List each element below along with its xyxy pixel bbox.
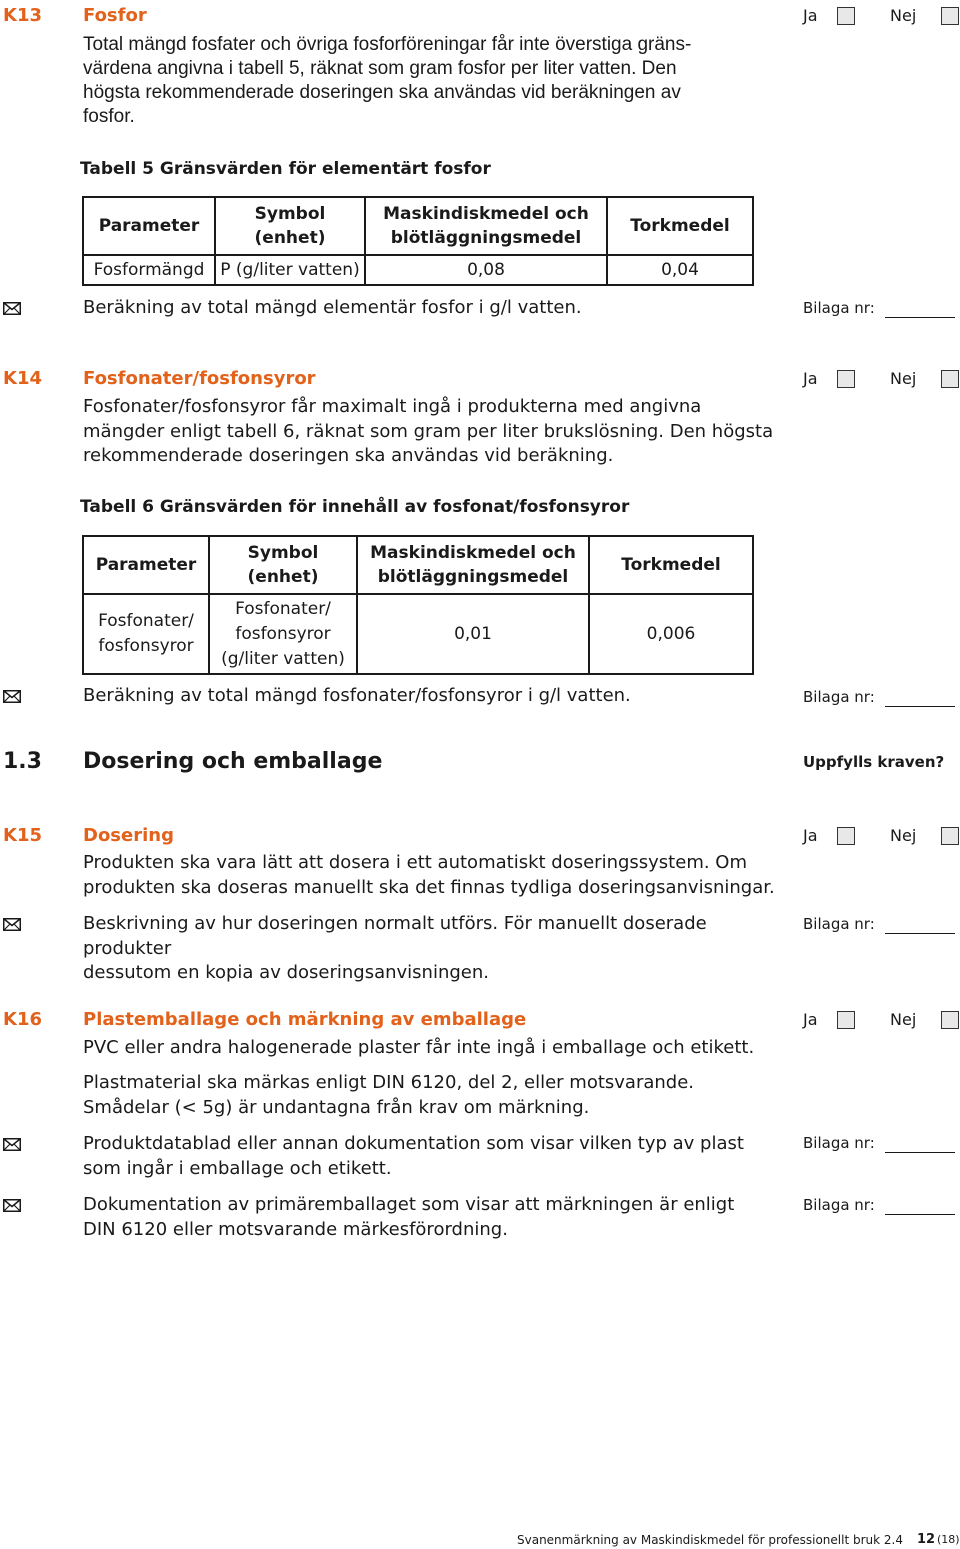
k15-nej-label: Nej bbox=[890, 826, 917, 845]
k15-ja-label: Ja bbox=[803, 826, 818, 845]
k13-th-symbol: Symbol (enhet) bbox=[215, 197, 365, 255]
k14-bilaga-field[interactable] bbox=[885, 689, 955, 707]
k15-doc: Beskrivning av hur doseringen normalt utförs. För manuellt doserade produkter dessutom en kopia av doseringsanvisningen. bbox=[83, 913, 707, 983]
k16-bilaga-label-2: Bilaga nr: bbox=[803, 1196, 875, 1214]
k13-ja-checkbox[interactable] bbox=[837, 7, 855, 25]
k13-doc: Beräkning av total mängd elementär fosfor i g/l vatten. bbox=[83, 297, 582, 318]
k13-bilaga-field[interactable] bbox=[885, 300, 955, 318]
k15-id: K15 bbox=[3, 825, 42, 846]
k13-bilaga-label: Bilaga nr: bbox=[803, 299, 875, 317]
k14-th-parameter: Parameter bbox=[83, 536, 209, 594]
footer-total: (18) bbox=[937, 1533, 960, 1546]
k14-td-parameter: Fosfonater/ fosfonsyror bbox=[83, 594, 209, 674]
k14-nej-label: Nej bbox=[890, 369, 917, 388]
k13-text: Total mängd fosfater och övriga fosforföreningar får inte överstiga gräns- värdena angivna i tabell 5, räknat som gram fosfor per liter vatten. Den högsta rekommenderade doseringen ska användas vid beräkningen av fosfor. bbox=[83, 34, 692, 127]
k15-ja-checkbox[interactable] bbox=[837, 827, 855, 845]
k16-doc2: Dokumentation av primäremballaget som visar att märkningen är enligt DIN 6120 eller motsvarande märkesförordning. bbox=[83, 1194, 735, 1240]
k16-nej-checkbox[interactable] bbox=[941, 1011, 959, 1029]
k16-bilaga-field-1[interactable] bbox=[885, 1135, 955, 1153]
k15-nej-checkbox[interactable] bbox=[941, 827, 959, 845]
k13-id: K13 bbox=[3, 5, 42, 26]
k14-ja-checkbox[interactable] bbox=[837, 370, 855, 388]
footer-page: 12 bbox=[917, 1532, 936, 1547]
k14-td-torkmedel: 0,006 bbox=[589, 594, 753, 674]
k14-table-caption: Tabell 6 Gränsvärden för innehåll av fosfonat/fosfonsyror bbox=[80, 497, 630, 517]
section-number: 1.3 bbox=[3, 749, 42, 774]
k14-bilaga-label: Bilaga nr: bbox=[803, 688, 875, 706]
k16-ja-checkbox[interactable] bbox=[837, 1011, 855, 1029]
k13-ja-label: Ja bbox=[803, 6, 818, 25]
k13-table-caption: Tabell 5 Gränsvärden för elementärt fosfor bbox=[80, 159, 491, 179]
k13-td-parameter: Fosformängd bbox=[83, 255, 215, 285]
k14-th-maskin: Maskindiskmedel och blötläggningsmedel bbox=[357, 536, 589, 594]
k14-td-maskin: 0,01 bbox=[357, 594, 589, 674]
k16-text1: PVC eller andra halogenerade plaster får inte ingå i emballage och etikett. bbox=[83, 1037, 755, 1058]
k16-doc1: Produktdatablad eller annan dokumentation som visar vilken typ av plast som ingår i emballage och etikett. bbox=[83, 1133, 744, 1179]
k14-th-symbol: Symbol (enhet) bbox=[209, 536, 357, 594]
k13-nej-label: Nej bbox=[890, 6, 917, 25]
k15-title: Dosering bbox=[83, 825, 174, 846]
envelope-icon bbox=[3, 690, 21, 703]
envelope-icon bbox=[3, 1199, 21, 1212]
section-uppfylls: Uppfylls kraven? bbox=[803, 753, 945, 771]
k14-th-torkmedel: Torkmedel bbox=[589, 536, 753, 594]
envelope-icon bbox=[3, 1138, 21, 1151]
k13-td-maskin: 0,08 bbox=[365, 255, 607, 285]
k14-id: K14 bbox=[3, 368, 42, 389]
k16-ja-label: Ja bbox=[803, 1010, 818, 1029]
k16-bilaga-field-2[interactable] bbox=[885, 1197, 955, 1215]
k13-title: Fosfor bbox=[83, 5, 147, 26]
k16-id: K16 bbox=[3, 1009, 42, 1030]
k14-nej-checkbox[interactable] bbox=[941, 370, 959, 388]
k14-table bbox=[82, 535, 754, 675]
k16-bilaga-label-1: Bilaga nr: bbox=[803, 1134, 875, 1152]
envelope-icon bbox=[3, 302, 21, 315]
k13-table bbox=[82, 196, 754, 286]
k13-th-maskin: Maskindiskmedel och blötläggningsmedel bbox=[365, 197, 607, 255]
k14-doc: Beräkning av total mängd fosfonater/fosfonsyror i g/l vatten. bbox=[83, 685, 631, 706]
section-title: Dosering och emballage bbox=[83, 749, 383, 774]
k16-text2: Plastmaterial ska märkas enligt DIN 6120, del 2, eller motsvarande. Smådelar (< 5g) är undantagna från krav om märkning. bbox=[83, 1072, 695, 1118]
k16-nej-label: Nej bbox=[890, 1010, 917, 1029]
k16-title: Plastemballage och märkning av emballage bbox=[83, 1009, 527, 1030]
k14-text: Fosfonater/fosfonsyror får maximalt ingå i produkterna med angivna mängder enligt tabell 6, räknat som gram per liter brukslösning. Den högsta rekommenderade doseringen ska användas vid beräkning. bbox=[83, 396, 774, 466]
k13-th-torkmedel: Torkmedel bbox=[607, 197, 753, 255]
k13-td-torkmedel: 0,04 bbox=[607, 255, 753, 285]
footer-text: Svanenmärkning av Maskindiskmedel för professionellt bruk 2.4 bbox=[517, 1533, 903, 1547]
k13-nej-checkbox[interactable] bbox=[941, 7, 959, 25]
k14-title: Fosfonater/fosfonsyror bbox=[83, 368, 316, 389]
k15-text: Produkten ska vara lätt att dosera i ett automatiskt doseringssystem. Om produkten ska doseras manuellt ska det finnas tydliga doseringsanvisningar. bbox=[83, 852, 775, 898]
k15-bilaga-field[interactable] bbox=[885, 916, 955, 934]
envelope-icon bbox=[3, 918, 21, 931]
k13-td-symbol: P (g/liter vatten) bbox=[215, 255, 365, 285]
k13-th-parameter: Parameter bbox=[83, 197, 215, 255]
k14-ja-label: Ja bbox=[803, 369, 818, 388]
k15-bilaga-label: Bilaga nr: bbox=[803, 915, 875, 933]
k14-td-symbol: Fosfonater/ fosfonsyror (g/liter vatten) bbox=[209, 594, 357, 674]
